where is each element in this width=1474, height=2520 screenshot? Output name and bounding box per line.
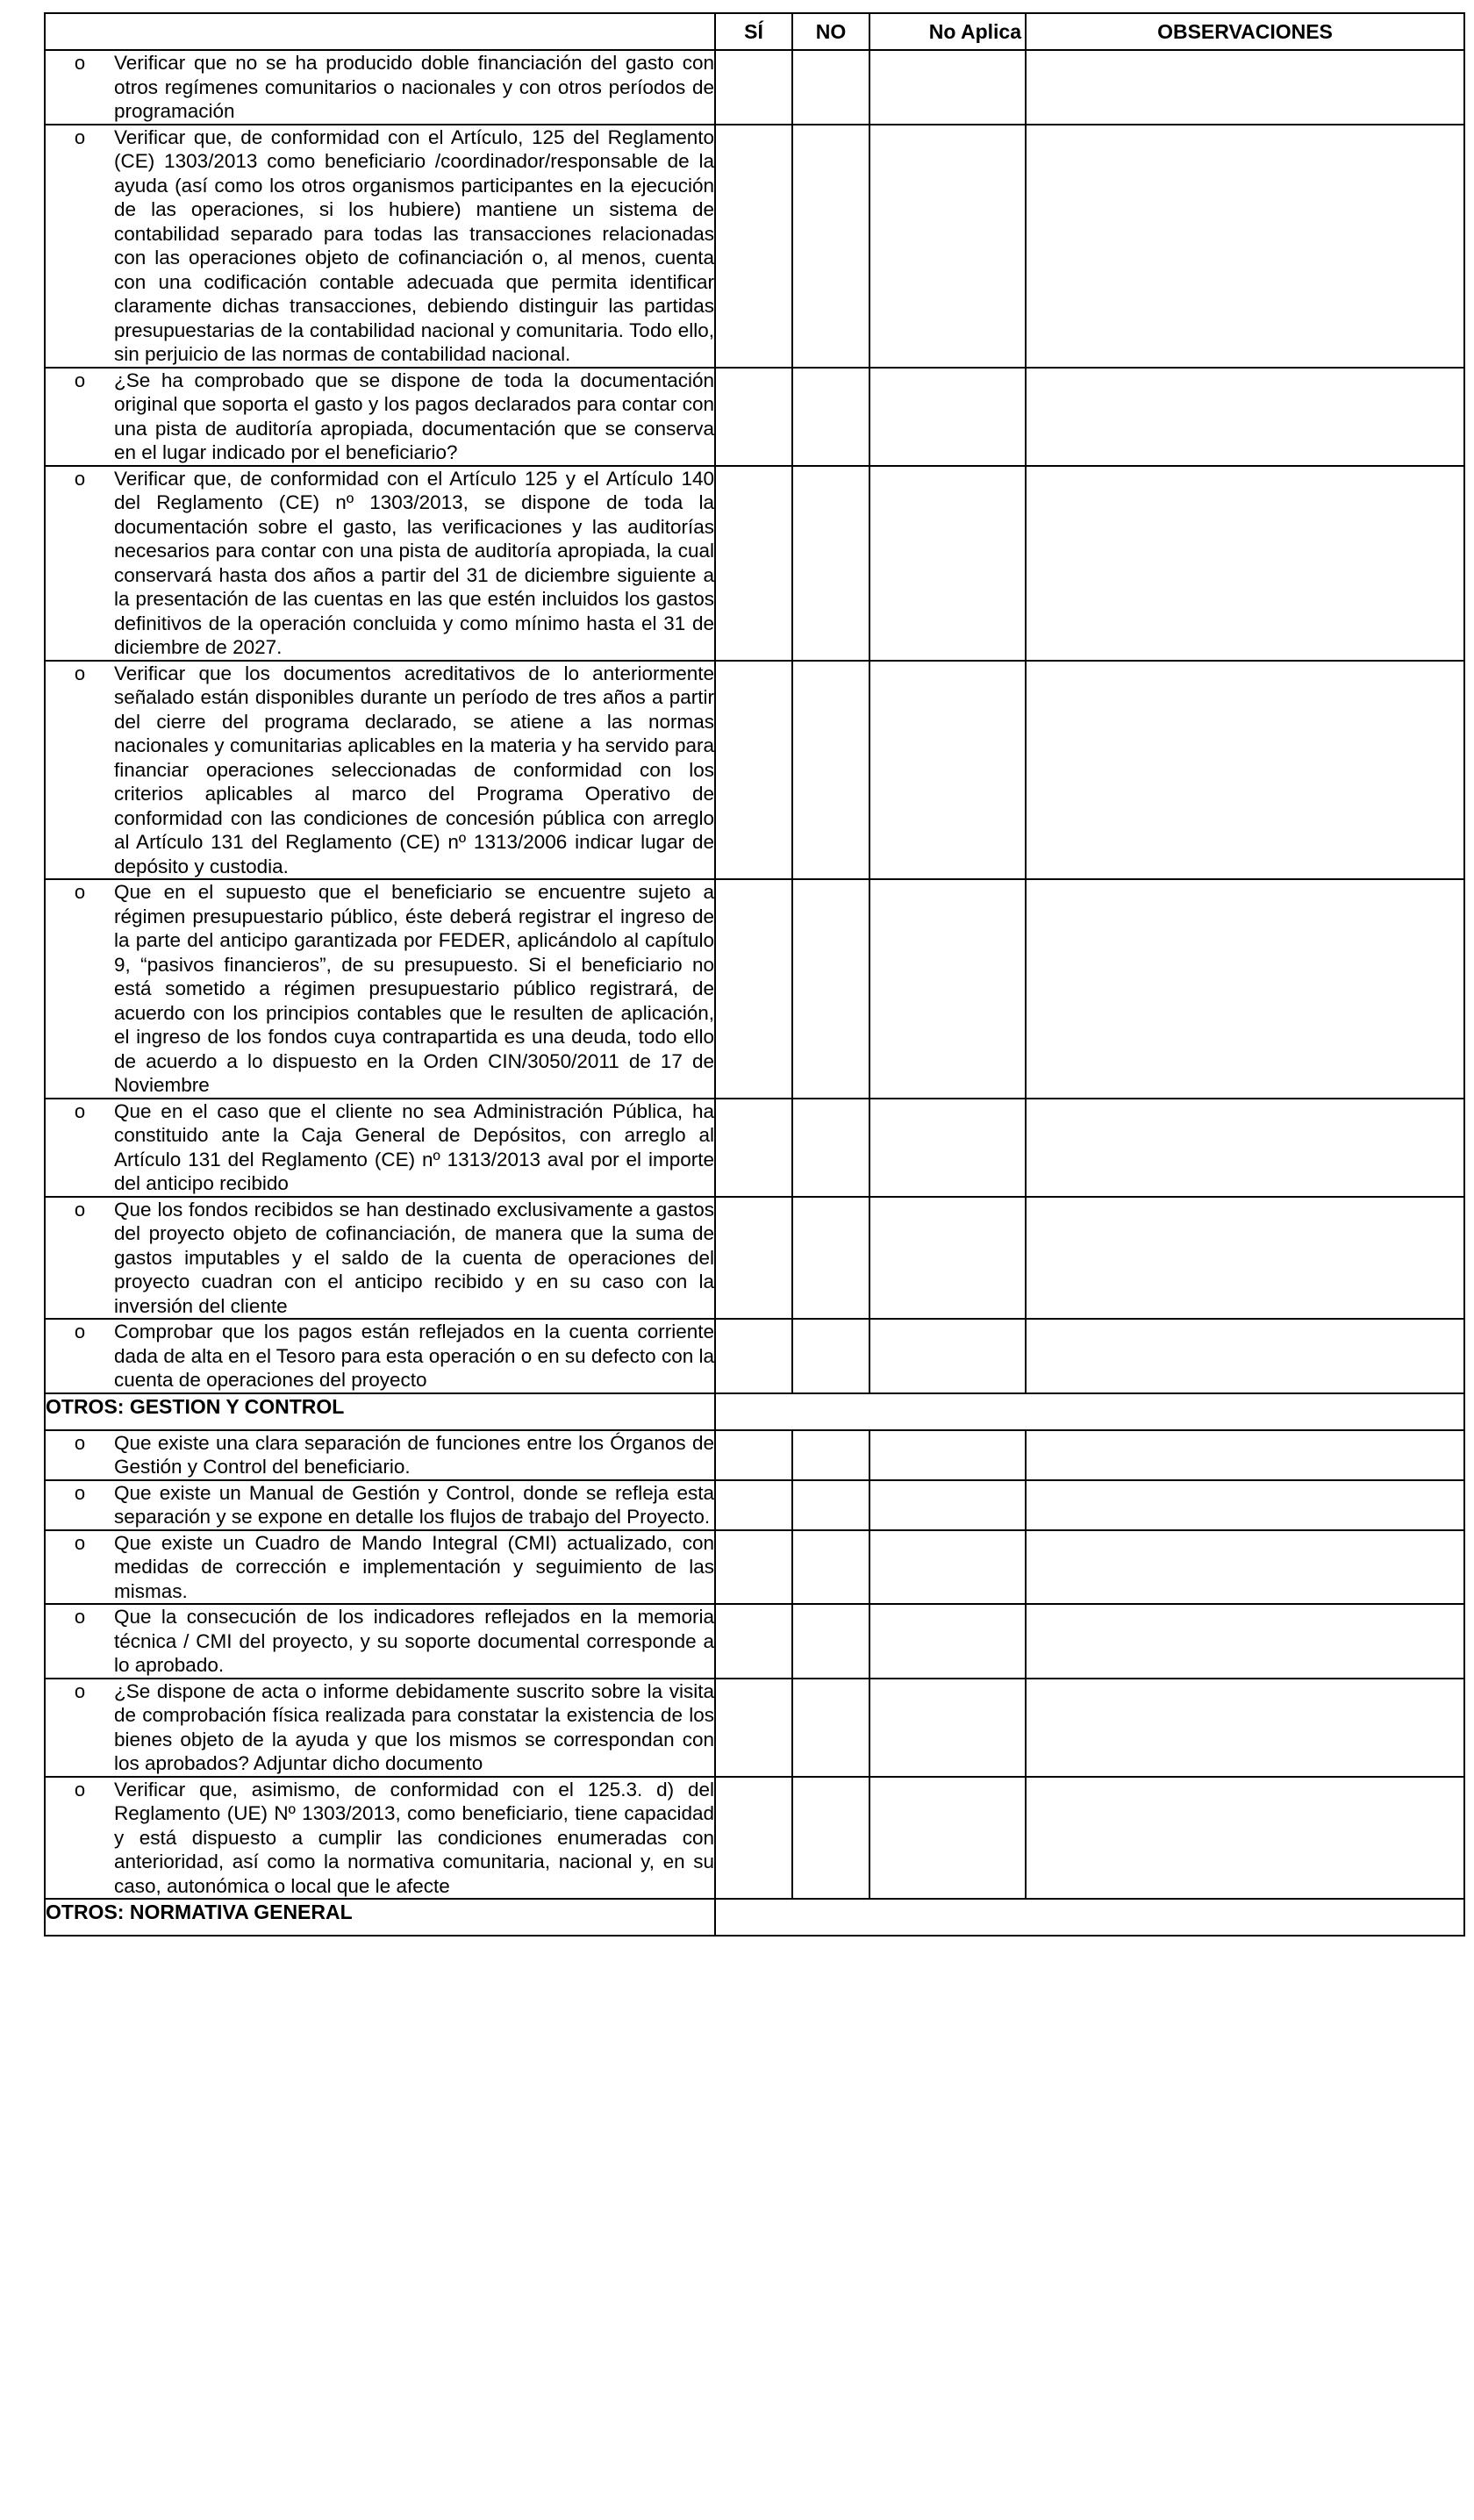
no-check-cell[interactable] — [792, 1530, 869, 1605]
section-cell — [45, 1393, 715, 1430]
header-no-column: NO — [792, 13, 869, 50]
item-cell — [45, 661, 715, 880]
observaciones-cell[interactable] — [1026, 1319, 1464, 1393]
si-check-cell[interactable] — [715, 1319, 792, 1393]
no-aplica-check-cell[interactable] — [869, 1530, 1026, 1605]
checklist-item — [46, 1481, 714, 1529]
observaciones-cell[interactable] — [1026, 1530, 1464, 1605]
item-cell — [45, 1480, 715, 1530]
item-cell — [45, 1777, 715, 1900]
header-item-column — [45, 13, 715, 50]
checklist-item — [46, 467, 714, 660]
observaciones-cell[interactable] — [1026, 50, 1464, 125]
no-check-cell[interactable] — [792, 368, 869, 466]
circle-bullet-icon: o — [74, 1431, 86, 1454]
observaciones-cell[interactable] — [1026, 1777, 1464, 1900]
section-heading: OTROS: NORMATIVA GENERAL — [46, 1901, 353, 1923]
item-text: ¿Se ha comprobado que se dispone de toda la documentación original que soporta el gasto y los pagos declarados para contar con una pista de auditoría apropiada, documentación que se conserva en el lugar indicado por el beneficiario? — [114, 369, 714, 463]
item-text: Verificar que, de conformidad con el Artículo 125 y el Artículo 140 del Reglamento (CE) nº 1303/2013, se dispone de toda la documentación sobre el gasto, las verificaciones y las auditorías necesarios para contar con una pista de auditoría apropiada, la cual conservará hasta dos años a partir del 31 de diciembre siguiente a la presentación de las cuentas en las que estén incluidos los gastos definitivos de la operación concluida y como mínimo hasta el 31 de diciembre de 2027. — [114, 467, 714, 658]
no-check-cell[interactable] — [792, 1679, 869, 1777]
item-cell — [45, 125, 715, 368]
circle-bullet-icon: o — [74, 1321, 86, 1342]
checklist-row — [45, 1777, 1464, 1900]
circle-bullet-icon: o — [74, 52, 86, 74]
item-text: Que los fondos recibidos se han destinado exclusivamente a gastos del proyecto objeto de cofinanciación, de manera que la suma de gastos imputables y el saldo de la cuenta de operaciones del proyecto cuadran con el anticipo recibido y en su caso con la inversión del cliente — [114, 1198, 714, 1317]
circle-bullet-icon: o — [74, 1099, 86, 1122]
header-no-aplica-column: No Aplica — [869, 13, 1026, 50]
observaciones-cell[interactable] — [1026, 879, 1464, 1099]
no-aplica-check-cell[interactable] — [869, 466, 1026, 661]
observaciones-cell[interactable] — [1026, 1197, 1464, 1320]
item-cell — [45, 1319, 715, 1393]
circle-bullet-icon: o — [74, 1606, 86, 1628]
item-text: Que existe una clara separación de funciones entre los Órganos de Gestión y Control del beneficiario. — [114, 1431, 714, 1478]
circle-bullet-icon: o — [74, 1531, 86, 1554]
section-answer-cell[interactable] — [715, 1899, 1464, 1936]
no-check-cell[interactable] — [792, 1319, 869, 1393]
table-header-row — [45, 13, 1464, 50]
checklist-item — [46, 125, 714, 367]
si-check-cell[interactable] — [715, 1679, 792, 1777]
checklist-item — [46, 369, 714, 465]
checklist-row — [45, 1319, 1464, 1393]
si-check-cell[interactable] — [715, 1777, 792, 1900]
item-cell — [45, 368, 715, 466]
item-cell — [45, 1604, 715, 1679]
no-aplica-check-cell[interactable] — [869, 1099, 1026, 1197]
item-cell — [45, 50, 715, 125]
no-check-cell[interactable] — [792, 1480, 869, 1530]
item-text: Verificar que, asimismo, de conformidad con el 125.3. d) del Reglamento (UE) Nº 1303/2013, como beneficiario, tiene capacidad y está dispuesto a cumplir las condiciones enumeradas con anterioridad, así como la normativa comunitaria, nacional y, en su caso, autonómica o local que le afecte — [114, 1778, 714, 1897]
checklist-row — [45, 661, 1464, 880]
checklist-row — [45, 368, 1464, 466]
item-text: Verificar que los documentos acreditativos de lo anteriormente señalado están disponibles durante un período de tres años a partir del cierre del programa declarado, se atiene a las normas nacionales y comunitarias aplicables en la materia y ha servido para financiar operaciones seleccionadas de conformidad con los criterios aplicables al marco del Programa Operativo de conformidad con las condiciones de concesión pública con arreglo al Artículo 131 del Reglamento (CE) nº 1313/2006 indicar lugar de depósito y custodia. — [114, 662, 714, 877]
si-check-cell[interactable] — [715, 1197, 792, 1320]
checklist-row — [45, 1480, 1464, 1530]
observaciones-cell[interactable] — [1026, 1679, 1464, 1777]
checklist-row — [45, 1679, 1464, 1777]
checklist-row — [45, 1430, 1464, 1480]
checklist-row — [45, 1197, 1464, 1320]
circle-bullet-icon: o — [74, 125, 86, 148]
checklist-item — [46, 1431, 714, 1479]
item-text: ¿Se dispone de acta o informe debidamente suscrito sobre la visita de comprobación física realizada para constatar la existencia de los bienes objeto de la ayuda y que los mismos se correspondan con los aprobados? Adjuntar dicho documento — [114, 1679, 714, 1774]
observaciones-cell[interactable] — [1026, 1604, 1464, 1679]
checklist-row — [45, 466, 1464, 661]
si-check-cell[interactable] — [715, 125, 792, 368]
si-check-cell[interactable] — [715, 879, 792, 1099]
section-row — [45, 1899, 1464, 1936]
no-aplica-check-cell[interactable] — [869, 661, 1026, 880]
checklist-row — [45, 125, 1464, 368]
checklist-item — [46, 880, 714, 1098]
si-check-cell[interactable] — [715, 1099, 792, 1197]
circle-bullet-icon: o — [74, 467, 86, 490]
item-text: Que la consecución de los indicadores reflejados en la memoria técnica / CMI del proyecto, y su soporte documental corresponde a lo aprobado. — [114, 1606, 714, 1676]
checklist-item — [46, 51, 714, 124]
checklist-body — [45, 50, 1464, 1936]
item-text: Verificar que no se ha producido doble financiación del gasto con otros regímenes comunitarios o nacionales y con otros períodos de programación — [114, 52, 714, 122]
checklist-item — [46, 1320, 714, 1392]
checklist-row — [45, 50, 1464, 125]
no-check-cell[interactable] — [792, 125, 869, 368]
no-aplica-check-cell[interactable] — [869, 1197, 1026, 1320]
checklist-item — [46, 1605, 714, 1678]
item-cell — [45, 1679, 715, 1777]
si-check-cell[interactable] — [715, 1530, 792, 1605]
si-check-cell[interactable] — [715, 368, 792, 466]
observaciones-cell[interactable] — [1026, 1480, 1464, 1530]
circle-bullet-icon: o — [74, 1481, 86, 1504]
section-answer-cell[interactable] — [715, 1393, 1464, 1430]
item-cell — [45, 1530, 715, 1605]
section-heading: OTROS: GESTION Y CONTROL — [46, 1394, 345, 1418]
item-cell — [45, 1197, 715, 1320]
item-text: Que existe un Manual de Gestión y Control, donde se refleja esta separación y se expone en detalle los flujos de trabajo del Proyecto. — [114, 1481, 714, 1528]
si-check-cell[interactable] — [715, 1430, 792, 1480]
si-check-cell[interactable] — [715, 50, 792, 125]
circle-bullet-icon: o — [74, 1778, 86, 1801]
si-check-cell[interactable] — [715, 1604, 792, 1679]
checklist-table — [44, 12, 1465, 1937]
observaciones-cell[interactable] — [1026, 466, 1464, 661]
no-check-cell[interactable] — [792, 879, 869, 1099]
item-cell — [45, 1099, 715, 1197]
checklist-item — [46, 1778, 714, 1899]
section-row — [45, 1393, 1464, 1430]
header-si-column: SÍ — [715, 13, 792, 50]
observaciones-cell[interactable] — [1026, 1430, 1464, 1480]
checklist-item — [46, 1531, 714, 1604]
item-cell — [45, 879, 715, 1099]
checklist-row — [45, 879, 1464, 1099]
checklist-row — [45, 1099, 1464, 1197]
checklist-item — [46, 1679, 714, 1776]
observaciones-cell[interactable] — [1026, 1099, 1464, 1197]
checklist-row — [45, 1604, 1464, 1679]
item-text: Que existe un Cuadro de Mando Integral (CMI) actualizado, con medidas de corrección e implementación y seguimiento de las mismas. — [114, 1531, 714, 1602]
item-text: Verificar que, de conformidad con el Artículo, 125 del Reglamento (CE) 1303/2013 como beneficiario /coordinador/responsable de la ayuda (así como los otros organismos participantes en la ejecución de las operaciones, si los hubiere) mantiene un sistema de contabilidad separado para todas las transacciones relacionadas con las operaciones objeto de cofinanciación o, al menos, cuenta con una codificación contable adecuada que permita identificar claramente dichas transacciones, debiendo distinguir las partidas presupuestarias de la contabilidad nacional y comunitaria. Todo ello, sin perjuicio de las normas de contabilidad nacional. — [114, 125, 714, 365]
circle-bullet-icon: o — [74, 662, 86, 684]
observaciones-cell[interactable] — [1026, 661, 1464, 880]
si-check-cell[interactable] — [715, 661, 792, 880]
no-check-cell[interactable] — [792, 1430, 869, 1480]
no-aplica-check-cell[interactable] — [869, 50, 1026, 125]
item-text: Que en el caso que el cliente no sea Administración Pública, ha constituido ante la Caja General de Depósitos, con arreglo al Artículo 131 del Reglamento (CE) nº 1313/2013 aval por el importe del anticipo recibido — [114, 1099, 714, 1194]
no-check-cell[interactable] — [792, 1197, 869, 1320]
no-check-cell[interactable] — [792, 661, 869, 880]
no-aplica-check-cell[interactable] — [869, 1777, 1026, 1900]
si-check-cell[interactable] — [715, 1480, 792, 1530]
no-aplica-check-cell[interactable] — [869, 1480, 1026, 1530]
no-aplica-check-cell[interactable] — [869, 1430, 1026, 1480]
no-aplica-check-cell[interactable] — [869, 879, 1026, 1099]
no-check-cell[interactable] — [792, 50, 869, 125]
no-aplica-check-cell[interactable] — [869, 1679, 1026, 1777]
circle-bullet-icon: o — [74, 1198, 86, 1221]
no-check-cell[interactable] — [792, 1604, 869, 1679]
no-aplica-check-cell[interactable] — [869, 1604, 1026, 1679]
circle-bullet-icon: o — [74, 369, 86, 391]
item-cell — [45, 466, 715, 661]
checklist-item — [46, 1099, 714, 1196]
checklist-item — [46, 662, 714, 879]
observaciones-cell[interactable] — [1026, 368, 1464, 466]
no-aplica-check-cell[interactable] — [869, 368, 1026, 466]
observaciones-cell[interactable] — [1026, 125, 1464, 368]
no-aplica-check-cell[interactable] — [869, 1319, 1026, 1393]
section-cell — [45, 1899, 715, 1936]
si-check-cell[interactable] — [715, 466, 792, 661]
checklist-item — [46, 1198, 714, 1319]
header-observaciones-column: OBSERVACIONES — [1026, 13, 1464, 50]
item-text: Comprobar que los pagos están reflejados en la cuenta corriente dada de alta en el Tesoro para esta operación o en su defecto con la cuenta de operaciones del proyecto — [114, 1321, 714, 1391]
no-check-cell[interactable] — [792, 1099, 869, 1197]
no-aplica-check-cell[interactable] — [869, 125, 1026, 368]
checklist-row — [45, 1530, 1464, 1605]
no-check-cell[interactable] — [792, 1777, 869, 1900]
no-check-cell[interactable] — [792, 466, 869, 661]
item-text: Que en el supuesto que el beneficiario se encuentre sujeto a régimen presupuestario público, éste deberá registrar el ingreso de la parte del anticipo garantizada por FEDER, aplicándolo al capítulo 9, “pasivos financieros”, de su presupuesto. Si el beneficiario no está sometido a régimen presupuestario público registrará, de acuerdo con los principios contables que le resulten de aplicación, el ingreso de los fondos cuya contrapartida es una deuda, todo ello de acuerdo a lo dispuesto en la Orden CIN/3050/2011 de 17 de Noviembre — [114, 881, 714, 1096]
circle-bullet-icon: o — [74, 1679, 86, 1702]
item-cell — [45, 1430, 715, 1480]
circle-bullet-icon: o — [74, 881, 86, 903]
